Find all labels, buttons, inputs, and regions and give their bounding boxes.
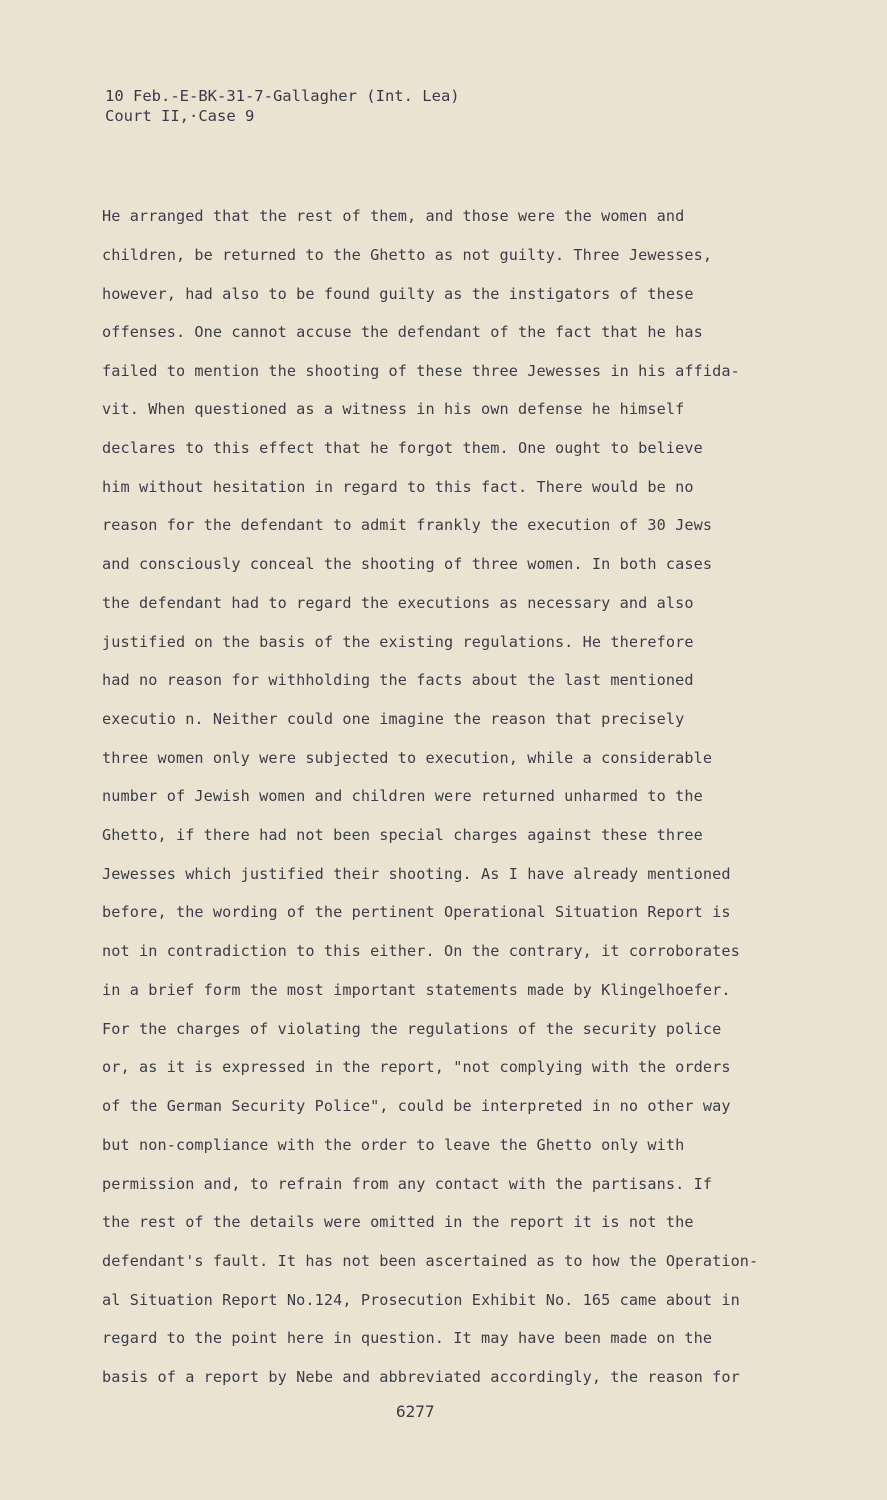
- body-line: justified on the basis of the existing regulations. He therefore: [102, 633, 694, 651]
- body-line: children, be returned to the Ghetto as not guilty. Three Jewesses,: [102, 246, 713, 264]
- body-line: executio n. Neither could one imagine the reason that precisely: [102, 710, 685, 728]
- body-line: For the charges of violating the regulations of the security police: [102, 1020, 722, 1038]
- body-line: failed to mention the shooting of these three Jewesses in his affida-: [102, 362, 740, 380]
- header-reference-line: 10 Feb.-E-BK-31-7-Gallagher (Int. Lea): [105, 87, 460, 105]
- body-line: however, had also to be found guilty as the instigators of these: [102, 285, 694, 303]
- body-line: him without hesitation in regard to this fact. There would be no: [102, 478, 694, 496]
- body-line: of the German Security Police", could be interpreted in no other way: [102, 1097, 731, 1115]
- body-line: defendant's fault. It has not been ascertained as to how the Operation-: [102, 1252, 759, 1270]
- document-header: [105, 86, 460, 126]
- body-line: not in contradiction to this either. On the contrary, it corroborates: [102, 942, 740, 960]
- body-line: the defendant had to regard the executions as necessary and also: [102, 594, 694, 612]
- body-line: had no reason for withholding the facts about the last mentioned: [102, 671, 694, 689]
- body-line: but non-compliance with the order to leave the Ghetto only with: [102, 1136, 685, 1154]
- header-court-line: Court II,·Case 9: [105, 107, 255, 125]
- body-line: vit. When questioned as a witness in his own defense he himself: [102, 400, 685, 418]
- body-line: or, as it is expressed in the report, "not complying with the orders: [102, 1058, 731, 1076]
- body-line: offenses. One cannot accuse the defendant of the fact that he has: [102, 323, 703, 341]
- body-line: He arranged that the rest of them, and those were the women and: [102, 207, 685, 225]
- body-line: Ghetto, if there had not been special charges against these three: [102, 826, 703, 844]
- body-line: in a brief form the most important statements made by Klingelhoefer.: [102, 981, 731, 999]
- body-line: and consciously conceal the shooting of three women. In both cases: [102, 555, 713, 573]
- body-line: basis of a report by Nebe and abbreviated accordingly, the reason for: [102, 1368, 740, 1386]
- body-line: number of Jewish women and children were returned unharmed to the: [102, 787, 703, 805]
- body-line: al Situation Report No.124, Prosecution Exhibit No. 165 came about in: [102, 1291, 740, 1309]
- body-line: declares to this effect that he forgot them. One ought to believe: [102, 439, 703, 457]
- body-line: permission and, to refrain from any contact with the partisans. If: [102, 1175, 713, 1193]
- body-line: regard to the point here in question. It may have been made on the: [102, 1329, 713, 1347]
- body-line: the rest of the details were omitted in the report it is not the: [102, 1213, 694, 1231]
- body-line: three women only were subjected to execution, while a considerable: [102, 749, 713, 767]
- body-line: Jewesses which justified their shooting. As I have already mentioned: [102, 865, 731, 883]
- body-line: before, the wording of the pertinent Operational Situation Report is: [102, 903, 731, 921]
- page-number: 6277: [396, 1402, 435, 1421]
- body-line: reason for the defendant to admit frankly the execution of 30 Jews: [102, 516, 713, 534]
